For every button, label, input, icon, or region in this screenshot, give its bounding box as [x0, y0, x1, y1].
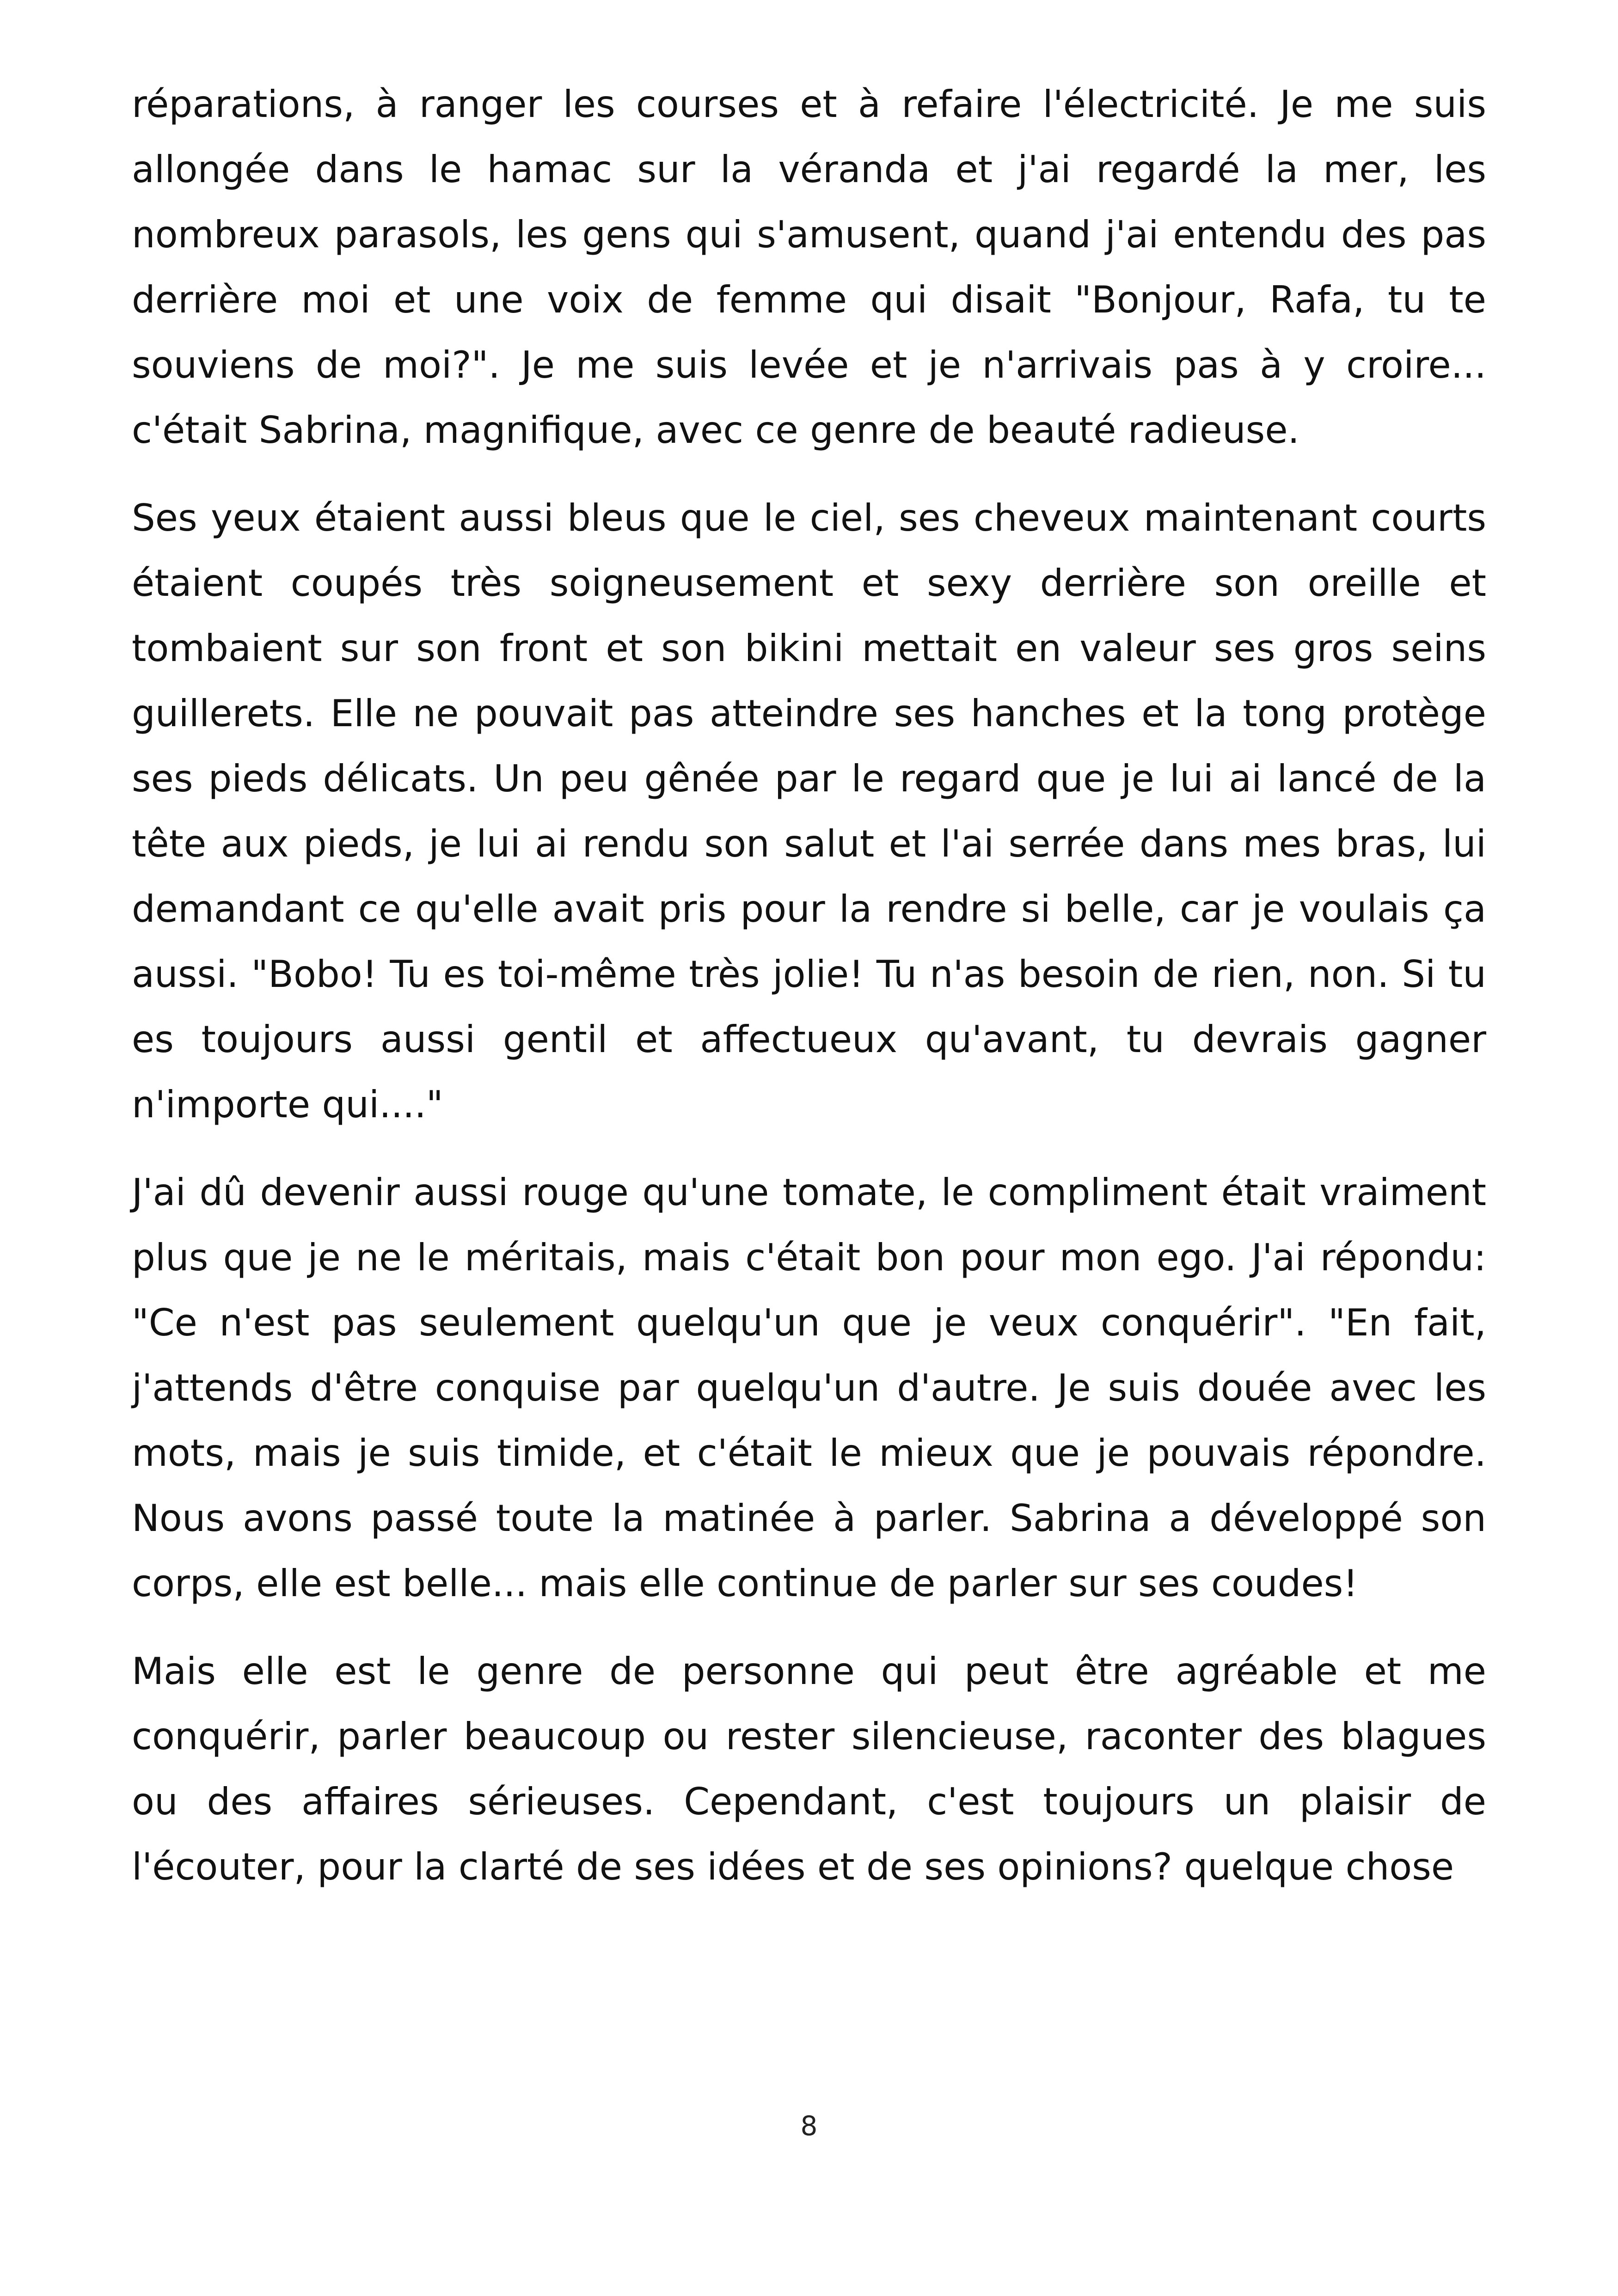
paragraph-3: J'ai dû devenir aussi rouge qu'une tomate, le compliment était vraiment plus que je ne le méritais, mais c'était bon pour mon ego. J'ai répondu: "Ce n'est pas seulement quelqu'un que je veux conquérir". "En fait, j'attends d'être conquise par quelqu'un d'autre. Je suis douée avec les mots, mais je suis timide, et c'était le mieux que je pouvais répondre. Nous avons passé toute la matinée à parler. Sabrina a développé son corps, elle est belle... mais elle continue de parler sur ses coudes!: [132, 1171, 1486, 1605]
paragraph-1: réparations, à ranger les courses et à refaire l'électricité. Je me suis allongée dans le hamac sur la véranda et j'ai regardé la mer, les nombreux parasols, les gens qui s'amusent, quand j'ai entendu des pas derrière moi et une voix de femme qui disait "Bonjour, Rafa, tu te souviens de moi?". Je me suis levée et je n'arrivais pas à y croire... c'était Sabrina, magnifique, avec ce genre de beauté radieuse.: [132, 83, 1486, 452]
paragraph-4: Mais elle est le genre de personne qui peut être agréable et me conquérir, parler beaucoup ou rester silencieuse, raconter des blagues ou des affaires sérieuses. Cependant, c'est toujours un plaisir de l'écouter, pour la clarté de ses idées et de ses opinions? quelque chose: [132, 1650, 1486, 1888]
page-number: 8: [800, 2110, 818, 2142]
body-text: [132, 72, 1486, 1922]
paragraph-2: Ses yeux étaient aussi bleus que le ciel, ses cheveux maintenant courts étaient coupés très soigneusement et sexy derrière son oreille et tombaient sur son front et son bikini mettait en valeur ses gros seins guillerets. Elle ne pouvait pas atteindre ses hanches et la tong protège ses pieds délicats. Un peu gênée par le regard que je lui ai lancé de la tête aux pieds, je lui ai rendu son salut et l'ai serrée dans mes bras, lui demandant ce qu'elle avait pris pour la rendre si belle, car je voulais ça aussi. "Bobo! Tu es toi-même très jolie! Tu n'as besoin de rien, non. Si tu es toujours aussi gentil et affectueux qu'avant, tu devrais gagner n'importe qui....": [132, 496, 1486, 1126]
